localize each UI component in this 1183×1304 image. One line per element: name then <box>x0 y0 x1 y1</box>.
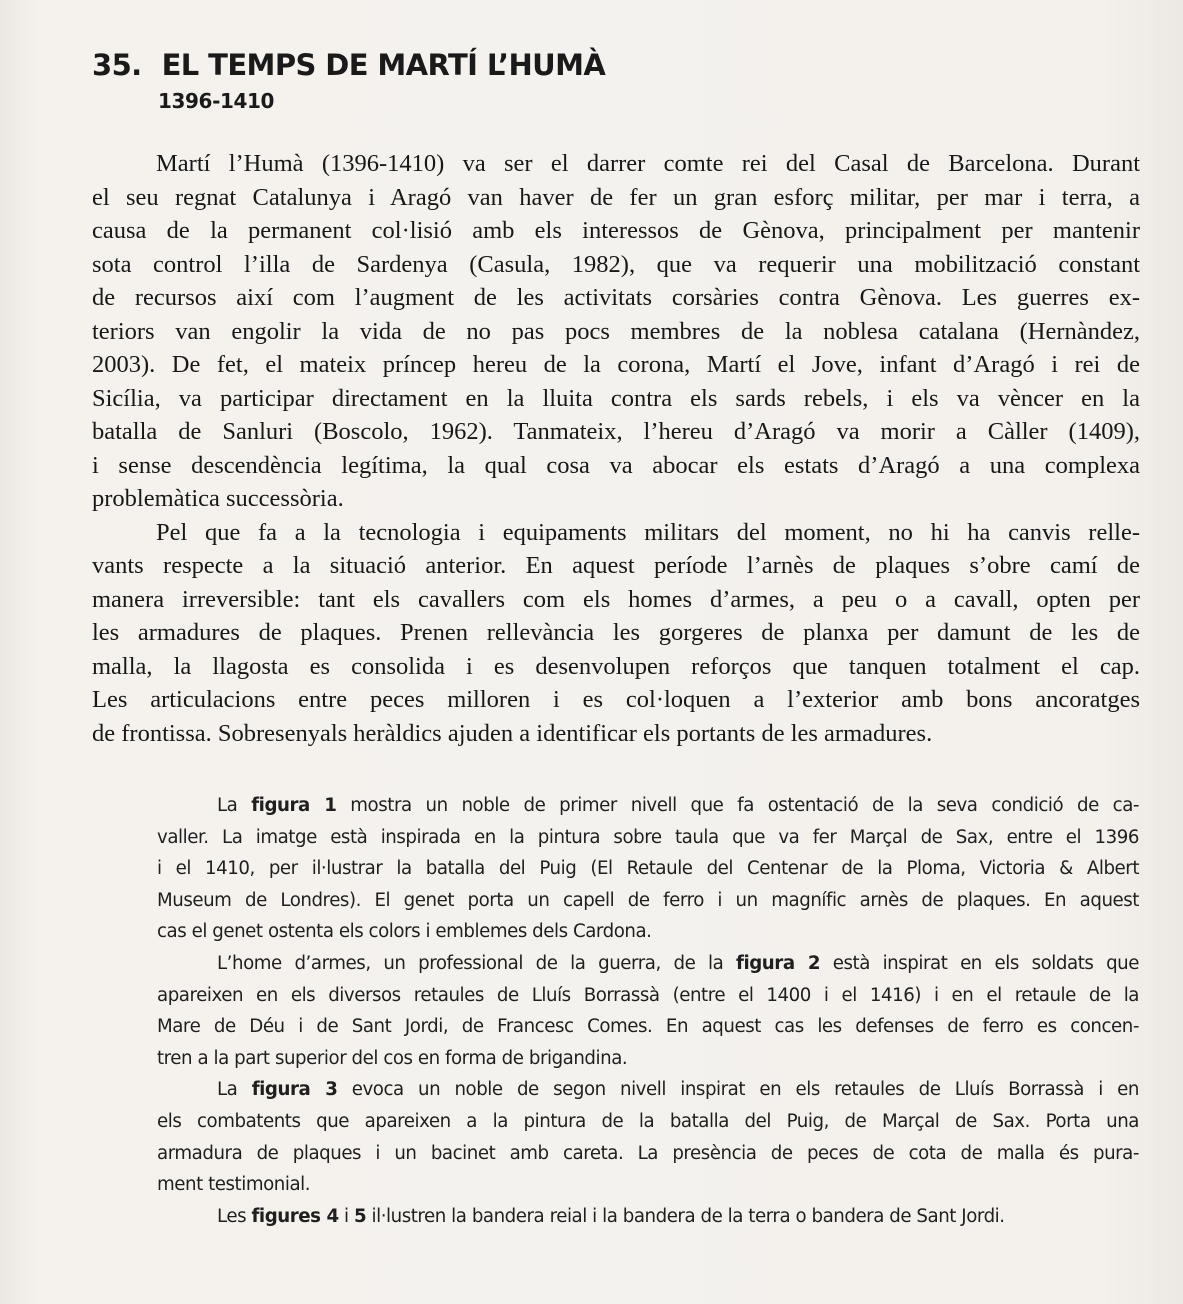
caption-fig1-line <box>157 790 1139 822</box>
caption-text: i <box>338 1205 354 1227</box>
chapter-title: EL TEMPS DE MARTÍ L’HUMÀ <box>161 48 606 82</box>
caption-fig1-line: Museum de Londres). El genet porta un capell de ferro i un magnífic arnès de plaques. En aquest <box>157 889 1139 911</box>
paragraph-1-line: el seu regnat Catalunya i Aragó van haver de fer un gran esforç militar, per mar i terra, a <box>92 183 1140 211</box>
paragraph-1-line: teriors van engolir la vida de no pas pocs membres de la noblesa catalana (Hernàndez, <box>92 317 1140 345</box>
figure-ref: figura 1 <box>251 795 337 816</box>
caption-text: La <box>217 795 252 816</box>
caption-text: L’home d’armes, un professional de la guerra, de la <box>217 952 736 974</box>
caption-fig3-line: ment testimonial. <box>157 1174 311 1196</box>
paragraph-2-line: malla, la llagosta es consolida i es desenvolupen reforços que tanquen totalment el cap. <box>92 652 1140 680</box>
figure-ref: figura 2 <box>735 952 821 974</box>
caption-fig2-line: apareixen en els diversos retaules de Lluís Borrassà (entre el 1400 i el 1416) i en el retaule de la <box>157 984 1139 1006</box>
paragraph-1-line: Martí l’Humà (1396-1410) va ser el darrer comte rei del Casal de Barcelona. Durant <box>156 150 1140 177</box>
paragraph-1-line: sota control l’illa de Sardenya (Casula, 1982), que va requerir una mobilització constant <box>92 250 1140 278</box>
paragraph-1-line: problemàtica successòria. <box>92 485 344 512</box>
caption-text: Les <box>217 1205 252 1227</box>
caption-fig45-line <box>157 1201 1139 1233</box>
caption-fig1-line: valler. La imatge està inspirada en la pintura sobre taula que va fer Marçal de Sax, entre el 1396 <box>157 826 1139 848</box>
paragraph-1-line: i sense descendència legítima, la qual cosa va abocar els estats d’Aragó a una complexa <box>92 451 1140 479</box>
paragraph-2-line: Les articulacions entre peces milloren i es col·loquen a l’exterior amb bons ancoratges <box>92 686 1140 713</box>
caption-fig3-line: armadura de plaques i un bacinet amb careta. La presència de peces de cota de malla és pura- <box>157 1142 1139 1164</box>
chapter-heading <box>92 48 605 82</box>
caption-text: està inspirat en els soldats que <box>820 952 1139 974</box>
paragraph-1-line: 2003). De fet, el mateix príncep hereu de la corona, Martí el Jove, infant d’Aragó i rei de <box>92 351 1140 378</box>
figure-ref: figures 4 <box>251 1205 339 1227</box>
paragraph-2-line: de frontissa. Sobresenyals heràldics ajuden a identificar els portants de les armadures. <box>92 719 933 747</box>
caption-text: La <box>217 1079 252 1101</box>
paragraph-2-line: Pel que fa a la tecnologia i equipaments militars del moment, no hi ha canvis relle- <box>156 518 1140 546</box>
paragraph-1-line: causa de la permanent col·lisió amb els interessos de Gènova, principalment per mantenir <box>92 217 1140 244</box>
chapter-number: 35. <box>92 48 142 82</box>
caption-fig2-line <box>157 948 1139 980</box>
caption-text: evoca un noble de segon nivell inspirat en els retaules de Lluís Borrassà i en <box>337 1079 1139 1101</box>
paragraph-2-line: vants respecte a la situació anterior. En aquest període l’arnès de plaques s’obre camí de <box>92 552 1140 579</box>
main-text <box>92 147 1140 750</box>
paragraph-2-line: manera irreversible: tant els cavallers com els homes d’armes, a peu o a cavall, opten per <box>92 585 1140 613</box>
chapter-years: 1396-1410 <box>158 89 275 113</box>
figure-captions <box>157 790 1139 1232</box>
paragraph-1-line: de recursos així com l’augment de les activitats corsàries contra Gènova. Les guerres ex- <box>92 284 1140 311</box>
paragraph-2-line: les armadures de plaques. Prenen rellevància les gorgeres de planxa per damunt de les de <box>92 619 1140 646</box>
caption-fig1-line: cas el genet ostenta els colors i emblemes dels Cardona. <box>157 921 652 943</box>
caption-fig3-line <box>157 1074 1139 1106</box>
paragraph-1-line: batalla de Sanluri (Boscolo, 1962). Tanmateix, l’hereu d’Aragó va morir a Càller (1409), <box>92 418 1140 445</box>
figure-ref: 5 <box>353 1205 367 1227</box>
caption-fig1-line: i el 1410, per il·lustrar la batalla del Puig (El Retaule del Centenar de la Ploma, Victoria & Albert <box>157 858 1139 880</box>
caption-fig3-line: els combatents que apareixen a la pintura de la batalla del Puig, de Marçal de Sax. Porta una <box>157 1110 1139 1132</box>
paragraph-1-line: Sicília, va participar directament en la lluita contra els sards rebels, i els va vèncer en la <box>92 384 1140 412</box>
caption-text: il·lustren la bandera reial i la bandera de la terra o bandera de Sant Jordi. <box>366 1205 1005 1227</box>
caption-fig2-line: Mare de Déu i de Sant Jordi, de Francesc Comes. En aquest cas les defenses de ferro es concen- <box>157 1016 1139 1038</box>
caption-text: mostra un noble de primer nivell que fa ostentació de la seva condició de ca- <box>336 795 1140 816</box>
caption-fig2-line: tren a la part superior del cos en forma de brigandina. <box>157 1047 628 1069</box>
figure-ref: figura 3 <box>251 1079 338 1101</box>
